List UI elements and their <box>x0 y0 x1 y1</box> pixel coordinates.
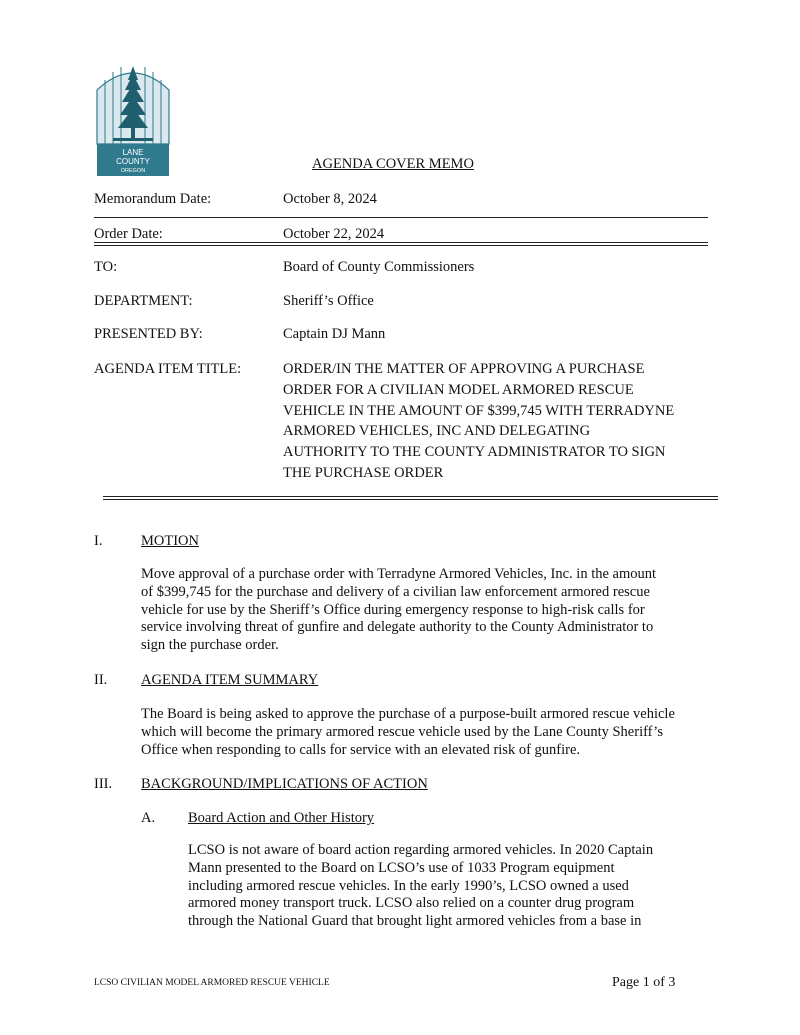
to-value: Board of County Commissioners <box>283 259 475 275</box>
logo-text-oregon: OREGON <box>120 168 146 174</box>
paragraph-line: vehicle for use by the Sheriff’s Office during emergency response to high-risk calls for <box>141 601 645 618</box>
subsection-title-history: Board Action and Other History <box>188 810 375 826</box>
subsection-number: A. <box>141 810 156 826</box>
lane-county-logo <box>95 60 171 176</box>
logo-text-county: COUNTY <box>116 157 150 166</box>
tree-logo-icon <box>95 60 171 176</box>
history-paragraph <box>188 842 653 931</box>
paragraph-line: LCSO is not aware of board action regarding armored vehicles. In 2020 Captain <box>188 842 654 858</box>
page-title: AGENDA COVER MEMO <box>312 156 474 172</box>
paragraph-line: including armored rescue vehicles. In the early 1990’s, LCSO owned a used <box>188 877 629 894</box>
agenda-title-line: AUTHORITY TO THE COUNTY ADMINISTRATOR TO SIGN <box>283 444 666 461</box>
divider-top <box>94 217 708 218</box>
motion-paragraph <box>141 566 656 655</box>
logo-text-lane: LANE <box>122 148 144 157</box>
agenda-title-line: ARMORED VEHICLES, INC AND DELEGATING <box>283 423 591 440</box>
paragraph-line: through the National Guard that brought light armored vehicles from a base in <box>188 913 642 930</box>
summary-paragraph <box>141 706 675 759</box>
section-number: III. <box>94 776 113 792</box>
footer-page-number: Page 1 of 3 <box>612 975 676 990</box>
paragraph-line: Mann presented to the Board on LCSO’s use of 1033 Program equipment <box>188 859 615 876</box>
section-title-summary: AGENDA ITEM SUMMARY <box>141 672 319 688</box>
department-label: DEPARTMENT: <box>94 293 193 309</box>
agenda-item-title-label: AGENDA ITEM TITLE: <box>94 361 242 377</box>
divider-double-header <box>94 242 708 246</box>
order-date-value: October 22, 2024 <box>283 226 385 242</box>
paragraph-line: Move approval of a purchase order with Terradyne Armored Vehicles, Inc. in the amount <box>141 566 657 582</box>
to-label: TO: <box>94 259 118 275</box>
department-value: Sheriff’s Office <box>283 293 374 309</box>
section-number: I. <box>94 533 103 549</box>
footer-document-title: LCSO CIVILIAN MODEL ARMORED RESCUE VEHICLE <box>94 978 330 988</box>
agenda-title-line: VEHICLE IN THE AMOUNT OF $399,745 WITH TERRADYNE <box>283 402 675 419</box>
order-date-label: Order Date: <box>94 226 163 242</box>
presented-by-label: PRESENTED BY: <box>94 326 203 342</box>
paragraph-line: The Board is being asked to approve the purchase of a purpose-built armored rescue vehicle <box>141 706 675 722</box>
memo-date-label: Memorandum Date: <box>94 191 212 207</box>
section-number: II. <box>94 672 108 688</box>
divider-double-title <box>103 496 718 500</box>
paragraph-line: which will become the primary armored rescue vehicle used by the Lane County Sheriff’s <box>141 723 663 740</box>
section-title-motion: MOTION <box>141 533 199 549</box>
agenda-title-line: THE PURCHASE ORDER <box>283 464 444 481</box>
paragraph-line: armored money transport truck. LCSO also relied on a counter drug program <box>188 895 635 912</box>
paragraph-line: sign the purchase order. <box>141 637 279 654</box>
presented-by-value: Captain DJ Mann <box>283 326 386 342</box>
section-title-background: BACKGROUND/IMPLICATIONS OF ACTION <box>141 776 428 792</box>
paragraph-line: service involving threat of gunfire and delegate authority to the County Administrator to <box>141 619 654 636</box>
memo-date-value: October 8, 2024 <box>283 191 377 207</box>
agenda-title-line: ORDER FOR A CIVILIAN MODEL ARMORED RESCUE <box>283 381 634 398</box>
paragraph-line: Office when responding to calls for service with an elevated risk of gunfire. <box>141 741 581 758</box>
agenda-title-line: ORDER/IN THE MATTER OF APPROVING A PURCHASE <box>283 361 645 377</box>
agenda-item-title-value <box>283 359 713 484</box>
paragraph-line: of $399,745 for the purchase and delivery of a civilian law enforcement armored rescue <box>141 583 650 600</box>
